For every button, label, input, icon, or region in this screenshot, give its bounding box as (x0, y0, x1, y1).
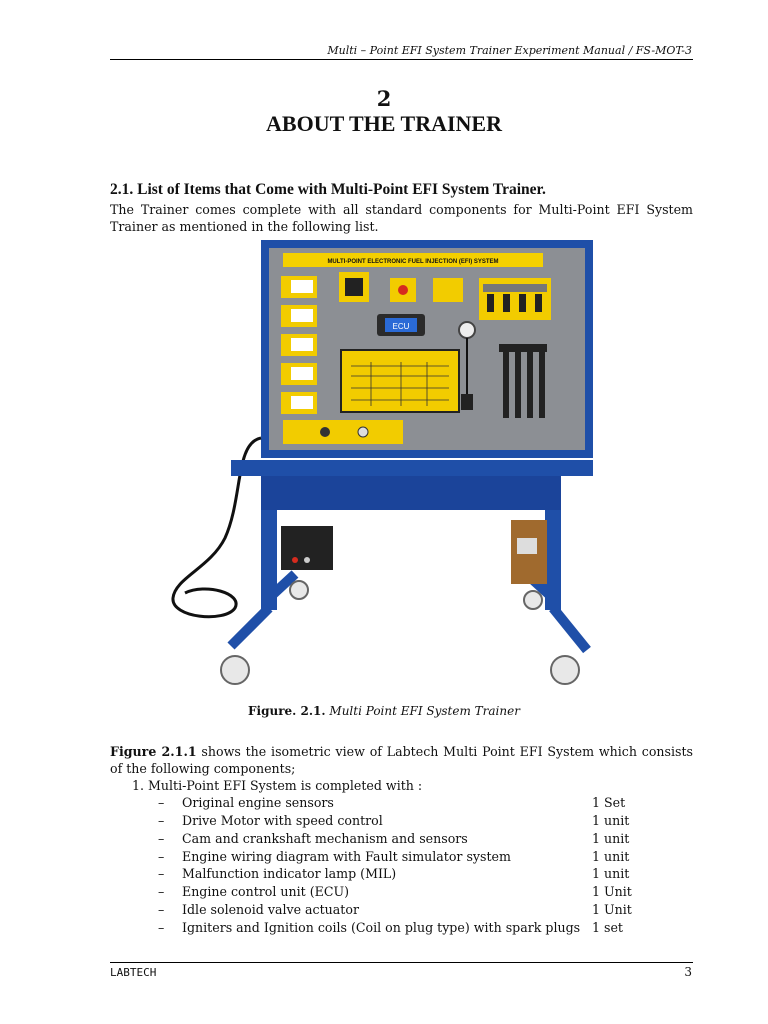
list-qty: 1 Unit (592, 884, 632, 899)
running-header: Multi – Point EFI System Trainer Experiment Manual / FS-MOT-3 (327, 44, 692, 57)
footer-rule (110, 962, 693, 963)
list-item: – Malfunction indicator lamp (MIL) (158, 866, 397, 881)
chapter-number: 2 (376, 86, 392, 111)
chapter-title: ABOUT THE TRAINER (266, 111, 502, 136)
section-heading: 2.1. List of Items that Come with Multi-Point EFI System Trainer. (110, 181, 546, 198)
list-qty: 1 unit (592, 831, 630, 846)
list-item: – Igniters and Ignition coils (Coil on plug type) with spark plugs (158, 920, 581, 935)
body-text: shows the isometric view of Labtech Multi Point EFI System which consists of the following components; (110, 744, 693, 776)
list-item: – Original engine sensors (158, 795, 334, 810)
pressure-gauge (459, 322, 475, 338)
figure-ref: Figure 2.1.1 (110, 744, 197, 759)
list-item: – Drive Motor with speed control (158, 813, 383, 828)
wheel (221, 656, 249, 684)
header-rule (110, 59, 693, 60)
list-qty: 1 unit (592, 866, 630, 881)
wheel (551, 656, 579, 684)
table-top (231, 460, 593, 476)
list-title: 1. Multi-Point EFI System is completed with : (132, 778, 423, 793)
figure-caption (0, 704, 768, 718)
caption-text: Multi Point EFI System Trainer (329, 704, 520, 718)
ecu-label: ECU (392, 322, 410, 331)
motor-control-box (281, 526, 333, 570)
panel-title: MULTI-POINT ELECTRONIC FUEL INJECTION (EFI) SYSTEM (327, 259, 499, 265)
footer-brand: LABTECH (110, 966, 157, 979)
body-paragraph (110, 743, 693, 777)
list-item: – Engine wiring diagram with Fault simulator system (158, 849, 511, 864)
list-item: – Engine control unit (ECU) (158, 884, 349, 899)
list-qty: 1 Unit (592, 902, 632, 917)
wheel (524, 591, 542, 609)
section-intro: The Trainer comes complete with all standard components for Multi-Point EFI System Trainer as mentioned in the following list. (110, 202, 693, 234)
wiring-diagram (341, 350, 459, 412)
list-qty: 1 set (592, 920, 623, 935)
igniter-block (433, 278, 463, 302)
list-item: – Idle solenoid valve actuator (158, 902, 359, 917)
list-qty: 1 Set (592, 795, 626, 810)
coil-assembly (499, 344, 547, 352)
caption-label: Figure. 2.1. (248, 704, 326, 718)
list-qty: 1 unit (592, 849, 630, 864)
list-item: – Cam and crankshaft mechanism and sensors (158, 831, 468, 846)
trainer-figure (165, 238, 605, 688)
control-strip (283, 420, 403, 444)
wheel (290, 581, 308, 599)
list-qty: 1 unit (592, 813, 630, 828)
page-number: 3 (684, 965, 692, 979)
sensor-modules (281, 276, 317, 414)
